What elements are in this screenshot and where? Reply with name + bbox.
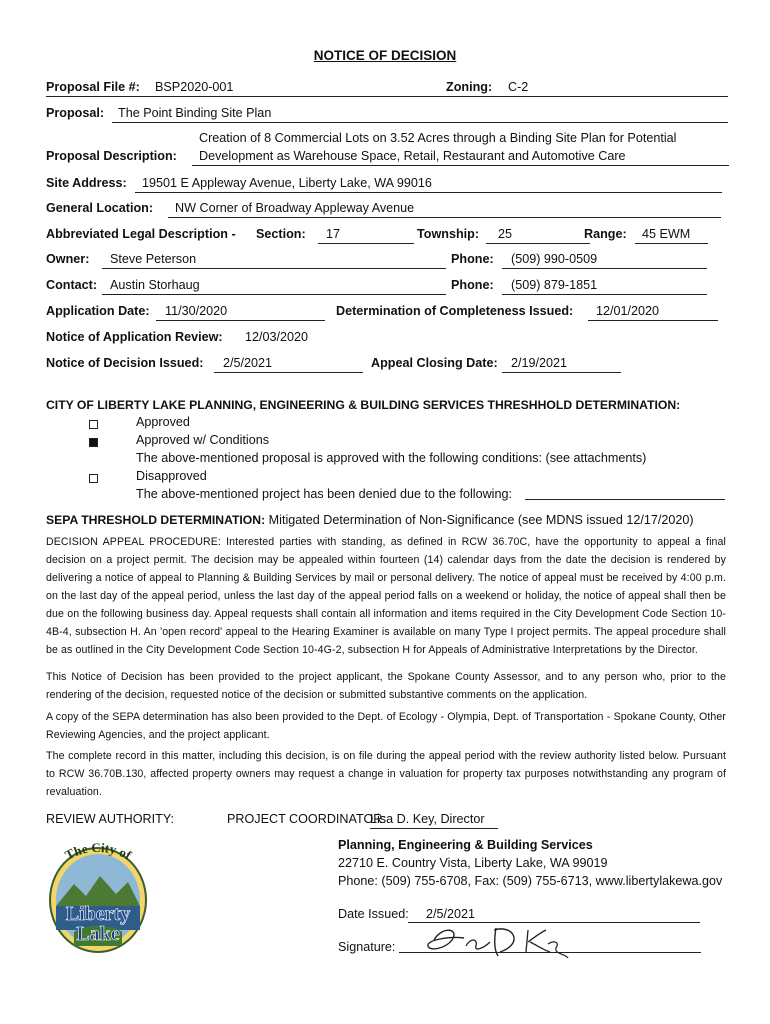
general-location-label: General Location: (46, 201, 154, 215)
proposal-value: The Point Binding Site Plan (112, 106, 728, 123)
logo-line1: Liberty (65, 903, 131, 925)
coordinator-label: PROJECT COORDINATOR: (227, 812, 386, 826)
township-label: Township: (417, 227, 480, 241)
notice-provided-paragraph: This Notice of Decision has been provided to the project applicant, the Spokane County Assessor, and to any person who, prior to the rendering of the decision, requested notice of the decision or submitted substantive comments on the application. (46, 671, 726, 701)
notice-decision-value: 2/5/2021 (214, 356, 363, 373)
approved-checkbox[interactable] (89, 418, 98, 432)
proposal-description-label: Proposal Description: (46, 149, 177, 163)
divider (46, 96, 728, 97)
owner-label: Owner: (46, 252, 90, 266)
contact-value: Austin Storhaug (102, 278, 446, 295)
appeal-closing-label: Appeal Closing Date: (371, 356, 498, 370)
application-date-label: Application Date: (46, 304, 150, 318)
date-issued-value: 2/5/2021 (408, 907, 700, 923)
sepa-line (46, 513, 694, 527)
site-address-value: 19501 E Appleway Avenue, Liberty Lake, WA 99016 (135, 176, 722, 193)
section-label: Section: (256, 227, 306, 241)
township-value: 25 (486, 227, 590, 244)
proposal-file-label: Proposal File #: (46, 80, 140, 94)
conditions-text: The above-mentioned proposal is approved with the following conditions: (see attachments) (136, 451, 647, 465)
denied-text: The above-mentioned project has been denied due to the following: (136, 487, 512, 501)
logo-line2: Lake (76, 923, 120, 945)
office-name: Planning, Engineering & Building Services (338, 838, 593, 852)
denied-reason-line (525, 499, 725, 500)
disapproved-label: Disapproved (136, 469, 207, 483)
signature-label: Signature: (338, 940, 396, 954)
office-address: 22710 E. Country Vista, Liberty Lake, WA 99019 (338, 856, 608, 870)
completeness-value: 12/01/2020 (588, 304, 718, 321)
threshold-heading: CITY OF LIBERTY LAKE PLANNING, ENGINEERING & BUILDING SERVICES THRESHHOLD DETERMINATION: (46, 398, 681, 412)
contact-phone-value: (509) 879-1851 (502, 278, 707, 295)
zoning-label: Zoning: (446, 80, 493, 94)
legal-label: Abbreviated Legal Description - (46, 227, 236, 241)
approved-label: Approved (136, 415, 190, 429)
proposal-label: Proposal: (46, 106, 105, 120)
sepa-value: Mitigated Determination of Non-Significance (see MDNS issued 12/17/2020) (268, 513, 694, 527)
general-location-value: NW Corner of Broadway Appleway Avenue (168, 201, 721, 218)
disapproved-checkbox[interactable] (89, 472, 98, 486)
office-contact: Phone: (509) 755-6708, Fax: (509) 755-6713, www.libertylakewa.gov (338, 874, 723, 888)
range-label: Range: (584, 227, 627, 241)
sepa-copy-paragraph: A copy of the SEPA determination has also been provided to the Dept. of Ecology - Olympia, Dept. of Transportation - Spokane County, Other Reviewing Agencies, and the project applicant. (46, 711, 726, 741)
approved-conditions-label: Approved w/ Conditions (136, 433, 270, 447)
record-paragraph: The complete record in this matter, including this decision, is on file during the appeal period with the review authority listed below. Pursuant to RCW 36.70B.130, affected property owners may request a change in valuation for property tax purposes notwithstanding any program of revaluation. (46, 750, 726, 798)
owner-phone-value: (509) 990-0509 (502, 252, 707, 269)
handwritten-signature (420, 918, 570, 962)
proposal-description-line1: Creation of 8 Commercial Lots on 3.52 Acres through a Binding Site Plan for Potential (199, 131, 677, 145)
logo-top-text: The City of (62, 839, 135, 863)
owner-value: Steve Peterson (102, 252, 446, 269)
date-issued-label: Date Issued: (338, 907, 409, 921)
contact-label: Contact: (46, 278, 98, 292)
proposal-file-value: BSP2020-001 (143, 80, 415, 97)
appeal-closing-value: 2/19/2021 (502, 356, 621, 373)
notice-decision-label: Notice of Decision Issued: (46, 356, 204, 370)
sepa-label: SEPA THRESHOLD DETERMINATION: (46, 513, 266, 527)
zoning-value: C-2 (500, 80, 656, 97)
application-date-value: 11/30/2020 (156, 304, 325, 321)
approved-conditions-checkbox[interactable] (89, 436, 98, 450)
range-value: 45 EWM (635, 227, 708, 244)
owner-phone-label: Phone: (451, 252, 494, 266)
appeal-procedure-paragraph: DECISION APPEAL PROCEDURE: Interested parties with standing, as defined in RCW 36.70C, have the opportunity to appeal a final decision on a project permit. The decision may be appealed within fourteen (14) calendar days from the date the decision is rendered by delivering a notice of appeal to Planning & Building Services by mail or personal delivery. The notice of appeal must be received by 4:00 p.m. on the last day of the appeal period, unless the last day of the appeal period falls on a weekend or holiday, the notice of appeal shall then be due on the following business day. Appeal requests shall contain all information and items required in the City Development Code Section 10-4B-4, subsection H. An 'open record' appeal to the Hearing Examiner is available on many Type I project permits. The appeal procedure shall be as outlined in the City Development Code Section 10-4G-2, subsection H for Appeals of Administrative Interpretations by the Director. (46, 536, 726, 656)
section-value: 17 (318, 227, 414, 244)
coordinator-name: Lisa D. Key, Director (370, 812, 498, 829)
page-title: NOTICE OF DECISION (313, 48, 457, 63)
city-logo (44, 836, 152, 958)
notice-review-value: 12/03/2020 (245, 330, 309, 344)
proposal-description-line2: Development as Warehouse Space, Retail, Restaurant and Automotive Care (192, 149, 729, 166)
contact-phone-label: Phone: (451, 278, 494, 292)
notice-review-label: Notice of Application Review: (46, 330, 223, 344)
review-authority-label: REVIEW AUTHORITY: (46, 812, 175, 826)
site-address-label: Site Address: (46, 176, 127, 190)
completeness-label: Determination of Completeness Issued: (336, 304, 574, 318)
